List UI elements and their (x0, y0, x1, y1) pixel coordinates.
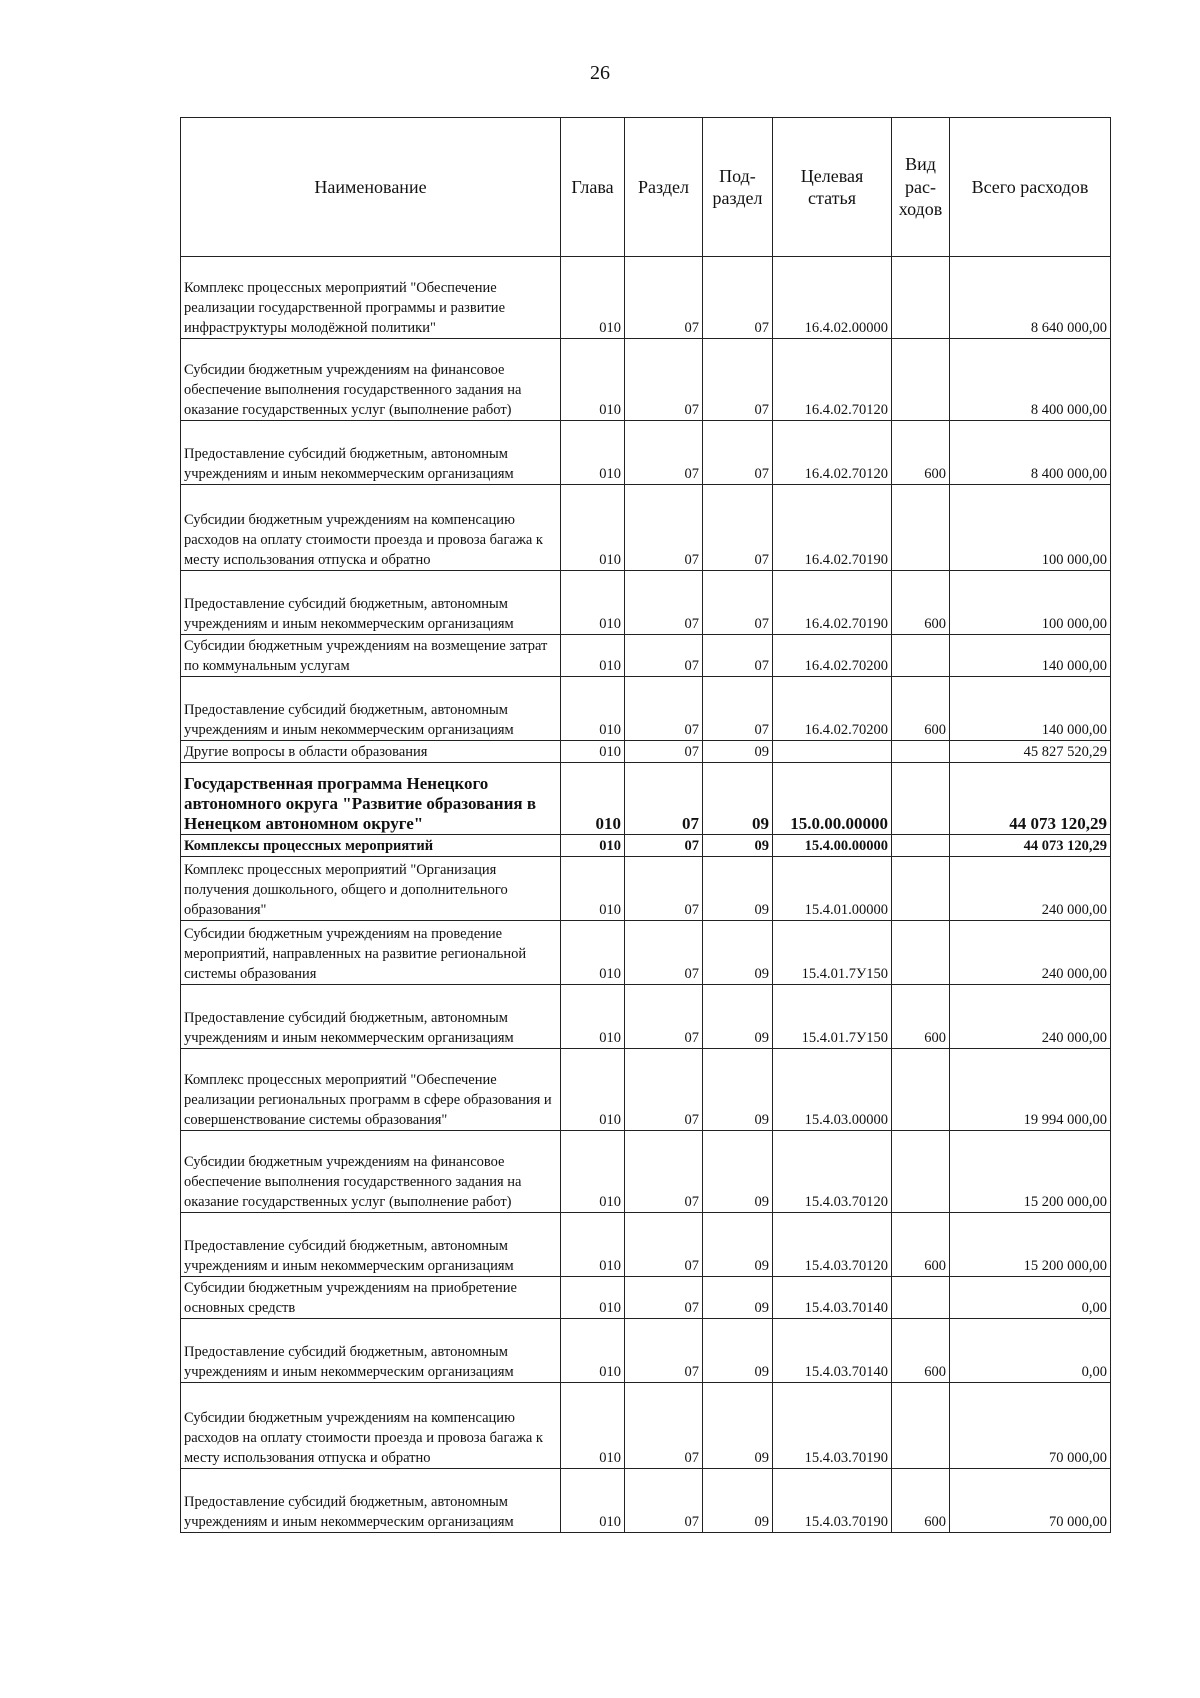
cell-subsection: 09 (703, 741, 773, 763)
cell-target: 15.4.03.70140 (773, 1277, 892, 1319)
cell-type: 600 (892, 571, 950, 635)
cell-subsection: 09 (703, 763, 773, 835)
cell-chapter: 010 (561, 339, 625, 421)
cell-chapter: 010 (561, 1131, 625, 1213)
table-row (181, 485, 1111, 571)
cell-subsection: 09 (703, 921, 773, 985)
cell-subsection: 07 (703, 677, 773, 741)
cell-type (892, 921, 950, 985)
cell-section: 07 (625, 257, 703, 339)
table-row (181, 1213, 1111, 1277)
table-row (181, 741, 1111, 763)
cell-target: 16.4.02.70200 (773, 635, 892, 677)
table-row (181, 857, 1111, 921)
cell-subsection: 07 (703, 635, 773, 677)
cell-subsection: 09 (703, 1277, 773, 1319)
cell-target: 15.4.00.00000 (773, 835, 892, 857)
header-type-line2: рас- (905, 176, 936, 197)
header-name: Наименование (181, 118, 561, 257)
cell-chapter: 010 (561, 921, 625, 985)
cell-subsection: 09 (703, 1131, 773, 1213)
table-row (181, 1319, 1111, 1383)
cell-section: 07 (625, 1277, 703, 1319)
cell-section: 07 (625, 1213, 703, 1277)
cell-name: Комплекс процессных мероприятий "Обеспечение реализации региональных программ в сфере образования и совершенствование системы образования" (181, 1049, 561, 1131)
cell-target: 15.4.01.00000 (773, 857, 892, 921)
cell-type: 600 (892, 985, 950, 1049)
table-row (181, 1131, 1111, 1213)
cell-section: 07 (625, 1469, 703, 1533)
table-row (181, 421, 1111, 485)
table-row (181, 677, 1111, 741)
header-type-line1: Вид (905, 154, 936, 175)
table-row (181, 339, 1111, 421)
cell-chapter: 010 (561, 835, 625, 857)
cell-type (892, 1131, 950, 1213)
header-section: Раздел (625, 118, 703, 257)
cell-subsection: 09 (703, 1319, 773, 1383)
cell-name: Комплекс процессных мероприятий "Обеспечение реализации государственной программы и развитие инфраструктуры молодёжной политики" (181, 257, 561, 339)
cell-total: 140 000,00 (950, 677, 1111, 741)
cell-name: Государственная программа Ненецкого автономного округа "Развитие образования в Ненецком автономном округе" (181, 763, 561, 835)
cell-section: 07 (625, 741, 703, 763)
cell-target: 16.4.02.70120 (773, 339, 892, 421)
cell-section: 07 (625, 1319, 703, 1383)
cell-section: 07 (625, 857, 703, 921)
table-row (181, 985, 1111, 1049)
cell-target (773, 741, 892, 763)
cell-type (892, 741, 950, 763)
header-type (892, 118, 950, 257)
cell-total: 240 000,00 (950, 985, 1111, 1049)
cell-target: 15.4.03.70140 (773, 1319, 892, 1383)
cell-target: 15.4.03.00000 (773, 1049, 892, 1131)
cell-total: 0,00 (950, 1319, 1111, 1383)
cell-name: Субсидии бюджетным учреждениям на возмещение затрат по коммунальным услугам (181, 635, 561, 677)
cell-subsection: 07 (703, 571, 773, 635)
cell-type (892, 257, 950, 339)
cell-section: 07 (625, 921, 703, 985)
cell-section: 07 (625, 485, 703, 571)
cell-type (892, 1383, 950, 1469)
cell-target: 15.4.03.70190 (773, 1383, 892, 1469)
cell-section: 07 (625, 677, 703, 741)
cell-section: 07 (625, 985, 703, 1049)
cell-type (892, 763, 950, 835)
cell-chapter: 010 (561, 421, 625, 485)
cell-chapter: 010 (561, 677, 625, 741)
cell-type: 600 (892, 1213, 950, 1277)
cell-target: 15.4.01.7У150 (773, 985, 892, 1049)
cell-subsection: 07 (703, 485, 773, 571)
cell-total: 240 000,00 (950, 921, 1111, 985)
cell-name: Предоставление субсидий бюджетным, автономным учреждениям и иным некоммерческим организациям (181, 1469, 561, 1533)
header-target-line1: Целевая (800, 165, 864, 186)
cell-total: 15 200 000,00 (950, 1213, 1111, 1277)
cell-chapter: 010 (561, 1319, 625, 1383)
cell-target: 15.4.03.70120 (773, 1213, 892, 1277)
header-type-line3: ходов (898, 199, 943, 220)
cell-name: Субсидии бюджетным учреждениям на проведение мероприятий, направленных на развитие региональной системы образования (181, 921, 561, 985)
table-row (181, 571, 1111, 635)
cell-chapter: 010 (561, 1469, 625, 1533)
cell-name: Субсидии бюджетным учреждениям на финансовое обеспечение выполнения государственного задания на оказание государственных услуг (выполнение работ) (181, 339, 561, 421)
cell-name: Субсидии бюджетным учреждениям на приобретение основных средств (181, 1277, 561, 1319)
cell-name: Субсидии бюджетным учреждениям на компенсацию расходов на оплату стоимости проезда и провоза багажа к месту использования отпуска и обратно (181, 485, 561, 571)
cell-chapter: 010 (561, 857, 625, 921)
header-total: Всего расходов (950, 118, 1111, 257)
cell-name: Предоставление субсидий бюджетным, автономным учреждениям и иным некоммерческим организациям (181, 677, 561, 741)
cell-name: Предоставление субсидий бюджетным, автономным учреждениям и иным некоммерческим организациям (181, 571, 561, 635)
table-row (181, 1049, 1111, 1131)
cell-total: 15 200 000,00 (950, 1131, 1111, 1213)
cell-chapter: 010 (561, 1383, 625, 1469)
cell-total: 70 000,00 (950, 1383, 1111, 1469)
cell-subsection: 09 (703, 1049, 773, 1131)
cell-subsection: 09 (703, 1383, 773, 1469)
cell-type (892, 1277, 950, 1319)
cell-target: 15.4.01.7У150 (773, 921, 892, 985)
table-row (181, 257, 1111, 339)
table-row (181, 763, 1111, 835)
cell-chapter: 010 (561, 763, 625, 835)
header-chapter: Глава (561, 118, 625, 257)
cell-chapter: 010 (561, 1213, 625, 1277)
table-row (181, 1383, 1111, 1469)
table-row (181, 635, 1111, 677)
cell-total: 8 400 000,00 (950, 339, 1111, 421)
cell-target: 16.4.02.70200 (773, 677, 892, 741)
table-row (181, 835, 1111, 857)
cell-total: 70 000,00 (950, 1469, 1111, 1533)
cell-section: 07 (625, 339, 703, 421)
header-target-line2: статья (808, 188, 856, 208)
cell-name: Предоставление субсидий бюджетным, автономным учреждениям и иным некоммерческим организациям (181, 421, 561, 485)
cell-type (892, 635, 950, 677)
cell-target: 15.4.03.70120 (773, 1131, 892, 1213)
header-subsection-line1: Под- (719, 165, 756, 186)
cell-chapter: 010 (561, 571, 625, 635)
cell-total: 8 400 000,00 (950, 421, 1111, 485)
cell-name: Предоставление субсидий бюджетным, автономным учреждениям и иным некоммерческим организациям (181, 1319, 561, 1383)
table-row (181, 1469, 1111, 1533)
cell-target: 16.4.02.70190 (773, 571, 892, 635)
cell-subsection: 09 (703, 985, 773, 1049)
cell-name: Субсидии бюджетным учреждениям на компенсацию расходов на оплату стоимости проезда и провоза багажа к месту использования отпуска и обратно (181, 1383, 561, 1469)
cell-section: 07 (625, 1383, 703, 1469)
cell-name: Другие вопросы в области образования (181, 741, 561, 763)
cell-target: 15.4.03.70190 (773, 1469, 892, 1533)
cell-chapter: 010 (561, 985, 625, 1049)
cell-total: 0,00 (950, 1277, 1111, 1319)
cell-type: 600 (892, 677, 950, 741)
cell-section: 07 (625, 421, 703, 485)
cell-target: 15.0.00.00000 (773, 763, 892, 835)
cell-type: 600 (892, 1469, 950, 1533)
header-subsection (703, 118, 773, 257)
cell-chapter: 010 (561, 1277, 625, 1319)
cell-target: 16.4.02.70120 (773, 421, 892, 485)
cell-name: Субсидии бюджетным учреждениям на финансовое обеспечение выполнения государственного задания на оказание государственных услуг (выполнение работ) (181, 1131, 561, 1213)
cell-total: 45 827 520,29 (950, 741, 1111, 763)
cell-section: 07 (625, 1131, 703, 1213)
header-subsection-line2: раздел (712, 188, 763, 208)
cell-target: 16.4.02.70190 (773, 485, 892, 571)
cell-subsection: 07 (703, 339, 773, 421)
cell-type (892, 339, 950, 421)
cell-name: Комплексы процессных мероприятий (181, 835, 561, 857)
cell-subsection: 07 (703, 421, 773, 485)
page-number: 26 (590, 62, 610, 84)
cell-subsection: 09 (703, 1213, 773, 1277)
cell-type (892, 835, 950, 857)
cell-subsection: 07 (703, 257, 773, 339)
cell-type: 600 (892, 1319, 950, 1383)
cell-total: 240 000,00 (950, 857, 1111, 921)
cell-type (892, 485, 950, 571)
cell-subsection: 09 (703, 835, 773, 857)
table-header-row (181, 118, 1111, 257)
cell-subsection: 09 (703, 857, 773, 921)
cell-name: Предоставление субсидий бюджетным, автономным учреждениям и иным некоммерческим организациям (181, 985, 561, 1049)
cell-total: 100 000,00 (950, 485, 1111, 571)
table-row (181, 921, 1111, 985)
cell-total: 44 073 120,29 (950, 835, 1111, 857)
cell-type (892, 1049, 950, 1131)
cell-total: 19 994 000,00 (950, 1049, 1111, 1131)
cell-total: 140 000,00 (950, 635, 1111, 677)
cell-section: 07 (625, 635, 703, 677)
cell-chapter: 010 (561, 1049, 625, 1131)
cell-section: 07 (625, 835, 703, 857)
cell-chapter: 010 (561, 635, 625, 677)
cell-chapter: 010 (561, 485, 625, 571)
cell-type (892, 857, 950, 921)
cell-type: 600 (892, 421, 950, 485)
cell-section: 07 (625, 763, 703, 835)
cell-chapter: 010 (561, 741, 625, 763)
header-target (773, 118, 892, 257)
cell-total: 8 640 000,00 (950, 257, 1111, 339)
cell-name: Предоставление субсидий бюджетным, автономным учреждениям и иным некоммерческим организациям (181, 1213, 561, 1277)
cell-target: 16.4.02.00000 (773, 257, 892, 339)
cell-total: 100 000,00 (950, 571, 1111, 635)
cell-total: 44 073 120,29 (950, 763, 1111, 835)
cell-section: 07 (625, 1049, 703, 1131)
cell-subsection: 09 (703, 1469, 773, 1533)
cell-chapter: 010 (561, 257, 625, 339)
cell-name: Комплекс процессных мероприятий "Организация получения дошкольного, общего и дополнительного образования" (181, 857, 561, 921)
cell-section: 07 (625, 571, 703, 635)
table-row (181, 1277, 1111, 1319)
budget-table (180, 117, 1111, 1533)
